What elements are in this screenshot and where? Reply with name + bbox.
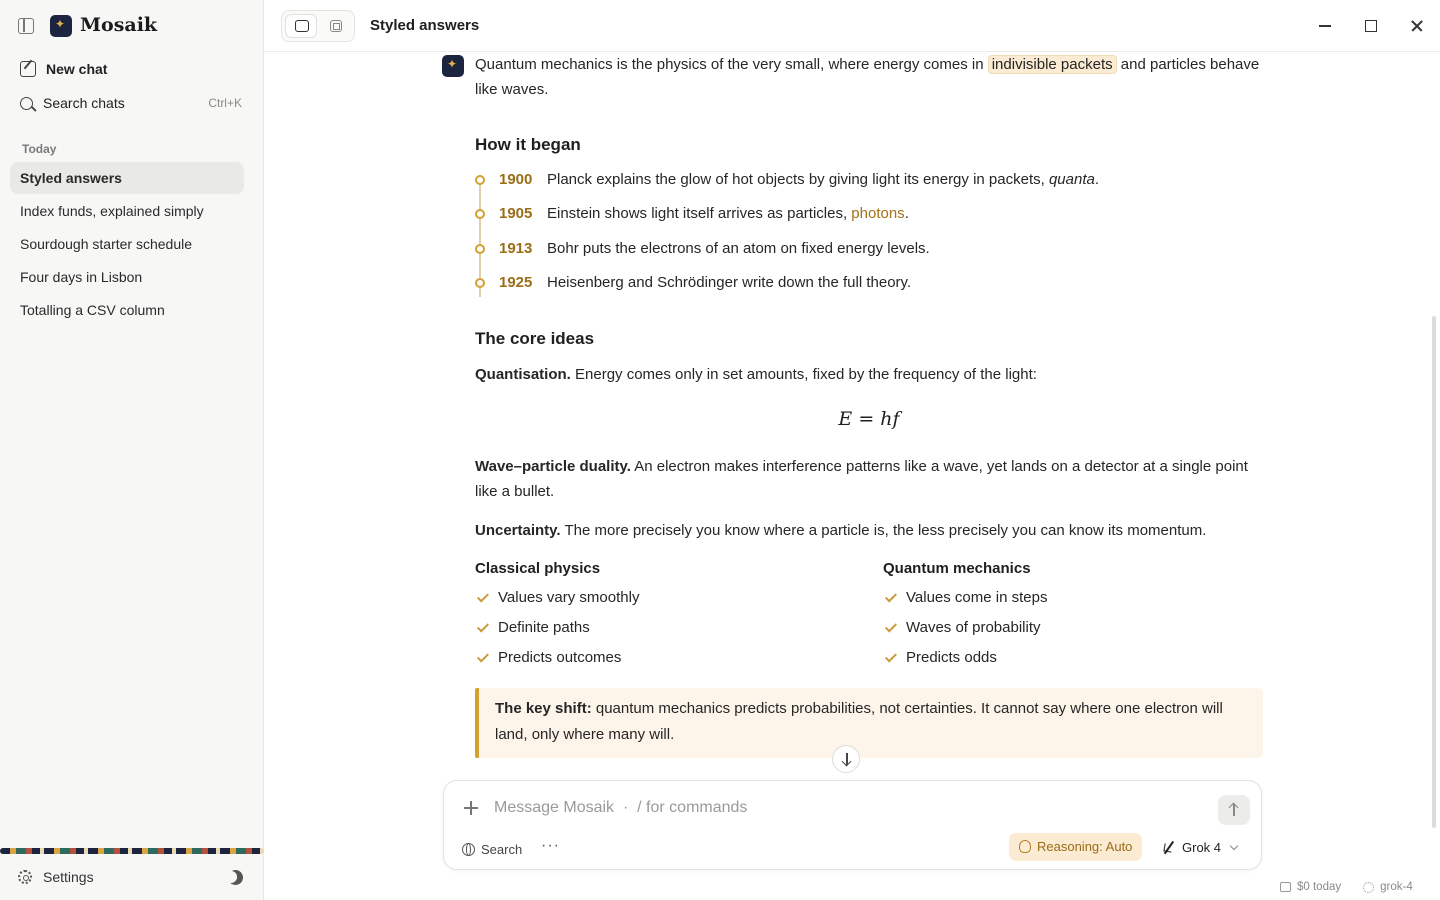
sidebar-footer <box>0 860 264 894</box>
chat-content <box>264 52 1440 900</box>
timeline-text-part: Einstein shows light itself arrives as particles, <box>547 205 852 222</box>
search-chats-button[interactable] <box>10 88 244 118</box>
search-chats-label: Search chats <box>43 95 125 111</box>
quantisation-paragraph <box>475 362 1263 387</box>
classical-title: Classical physics <box>475 560 601 577</box>
gear-icon[interactable] <box>18 870 32 884</box>
chat-item-label: Styled answers <box>20 170 122 186</box>
calendar-icon <box>1280 882 1291 892</box>
mosaic-stripe <box>0 848 264 854</box>
intro-text-end: and particles behave like waves. <box>475 56 1260 98</box>
minimize-icon[interactable] <box>1313 14 1337 38</box>
timeline-emphasis: quanta <box>1048 171 1095 188</box>
duality-text: An electron makes interference patterns like a wave, yet lands on a detector at a single point like a bullet. <box>475 458 1248 500</box>
timeline-item <box>475 167 1263 191</box>
list-item-label: Values come in steps <box>906 589 1048 606</box>
maximize-icon[interactable] <box>1359 14 1383 38</box>
list-item <box>475 616 855 646</box>
list-item-label: Predicts outcomes <box>498 649 622 666</box>
sidebar-header <box>0 0 264 52</box>
top-bar <box>264 0 1440 52</box>
callout-text: quantum mechanics predicts probabilities, not certainties. It cannot say where one electron will land, only where many will. <box>495 700 1223 743</box>
quantisation-label: Quantisation. <box>475 366 571 383</box>
close-icon[interactable] <box>1405 14 1429 38</box>
formula: E = hf <box>838 408 900 430</box>
new-chat-label: New chat <box>46 61 108 77</box>
chat-item-label: Index funds, explained simply <box>20 203 204 219</box>
timeline-dot-icon <box>475 278 485 288</box>
page-title: Styled answers <box>370 17 480 34</box>
chat-item-csv[interactable] <box>10 294 244 326</box>
plus-icon[interactable] <box>464 801 478 815</box>
lightbulb-icon <box>1019 840 1031 853</box>
timeline-year: 1900 <box>499 171 533 188</box>
send-button[interactable] <box>1218 795 1250 825</box>
cost-today: $0 today <box>1297 881 1342 893</box>
key-shift-callout <box>475 688 1263 758</box>
list-item-label: Waves of probability <box>906 619 1041 636</box>
check-icon <box>885 650 897 662</box>
list-item-label: Predicts odds <box>906 649 997 666</box>
timeline-text: Heisenberg and Schrödinger write down the full theory. <box>547 274 912 291</box>
chat-item-label: Sourdough starter schedule <box>20 236 192 252</box>
uncertainty-label: Uncertainty. <box>475 522 561 539</box>
timeline-item <box>475 201 1263 225</box>
heading-how-it-began: How it began <box>475 135 581 154</box>
search-toggle-button[interactable] <box>462 839 522 859</box>
highlight-term: indivisible packets <box>988 55 1117 74</box>
timeline-text-part: . <box>904 205 909 222</box>
timeline-text: Bohr puts the electrons of an atom on fixed energy levels. <box>547 240 930 257</box>
timeline-text-part: . <box>1094 171 1100 188</box>
timeline-item <box>475 236 1263 260</box>
uncertainty-paragraph <box>475 518 1263 543</box>
grid-icon <box>330 20 342 32</box>
chat-item-lisbon[interactable] <box>10 261 244 293</box>
chat-item-index-funds[interactable] <box>10 195 244 227</box>
globe-icon <box>462 843 475 856</box>
duality-label: Wave–particle duality. <box>475 458 631 475</box>
list-item <box>883 646 1263 676</box>
intro-paragraph <box>475 52 1263 102</box>
timeline-text <box>547 201 909 226</box>
check-icon <box>477 650 489 662</box>
heading-core-ideas: The core ideas <box>475 329 595 348</box>
assistant-avatar <box>442 55 464 77</box>
list-item <box>475 586 855 616</box>
new-chat-button[interactable] <box>10 54 244 84</box>
theme-toggle-moon-icon[interactable] <box>226 868 245 887</box>
timeline-dot-icon <box>475 175 485 185</box>
reasoning-label: Reasoning: Auto <box>1037 839 1133 854</box>
list-item <box>883 586 1263 616</box>
timeline-text-part: Planck explains the glow of hot objects by giving light its energy in packets, <box>547 171 1049 188</box>
chat-view-button[interactable] <box>285 14 317 38</box>
uncertainty-text: The more precisely you know where a particle is, the less precisely you can know its momentum. <box>560 522 1207 539</box>
timeline-item <box>475 270 1263 294</box>
message-composer <box>443 780 1262 870</box>
chat-item-label: Four days in Lisbon <box>20 269 143 285</box>
chat-item-label: Totalling a CSV column <box>20 302 165 318</box>
chat-bubble-icon <box>295 20 309 32</box>
list-item <box>475 646 855 676</box>
view-toggle <box>281 10 355 42</box>
chevron-down-icon <box>1230 841 1238 849</box>
logo-icon <box>50 15 72 37</box>
duality-paragraph <box>475 454 1263 504</box>
timeline-highlight: photons <box>851 205 905 222</box>
classical-column <box>475 556 855 676</box>
check-icon <box>477 620 489 632</box>
list-item-label: Values vary smoothly <box>498 589 640 606</box>
timeline-year: 1925 <box>499 274 533 291</box>
message-input[interactable] <box>494 795 1194 821</box>
list-item-label: Definite paths <box>498 619 590 636</box>
sidebar-toggle-icon[interactable] <box>18 18 34 34</box>
timeline-text <box>547 167 1099 192</box>
list-item <box>883 616 1263 646</box>
settings-button[interactable]: Settings <box>43 869 94 885</box>
sidebar <box>0 0 264 900</box>
new-chat-icon <box>20 61 36 77</box>
usage-stats <box>1280 879 1413 895</box>
comparison <box>475 556 1263 676</box>
grok-logo-icon <box>1162 840 1176 854</box>
section-today: Today <box>22 142 57 156</box>
chat-item-sourdough[interactable] <box>10 228 244 260</box>
model-selector[interactable] <box>1162 833 1237 861</box>
search-toggle-label: Search <box>481 841 523 857</box>
search-icon <box>20 97 33 110</box>
model-chip-icon <box>1363 882 1374 893</box>
app-name: Mosaik <box>80 14 158 36</box>
search-shortcut: Ctrl+K <box>208 96 242 110</box>
chat-item-styled-answers[interactable] <box>10 162 244 194</box>
timeline-dot-icon <box>475 244 485 254</box>
check-icon <box>885 590 897 602</box>
check-icon <box>477 590 489 602</box>
quantisation-text: Energy comes only in set amounts, fixed by the frequency of the light: <box>570 366 1037 383</box>
intro-text: Quantum mechanics is the physics of the very small, where energy comes in <box>475 56 988 73</box>
callout-label: The key shift: <box>495 700 592 717</box>
check-icon <box>885 620 897 632</box>
quantum-column <box>883 556 1263 676</box>
timeline-year: 1913 <box>499 240 533 257</box>
reasoning-button[interactable] <box>1009 833 1142 861</box>
model-label: Grok 4 <box>1182 839 1222 855</box>
scrollbar[interactable] <box>1432 316 1436 828</box>
scroll-down-button[interactable] <box>832 745 860 773</box>
model-id: grok-4 <box>1380 881 1413 893</box>
timeline <box>475 167 1263 302</box>
grid-view-button[interactable] <box>320 14 352 38</box>
timeline-dot-icon <box>475 209 485 219</box>
more-options-icon[interactable]: ··· <box>541 837 560 854</box>
timeline-year: 1905 <box>499 205 533 222</box>
quantum-title: Quantum mechanics <box>883 560 1031 577</box>
